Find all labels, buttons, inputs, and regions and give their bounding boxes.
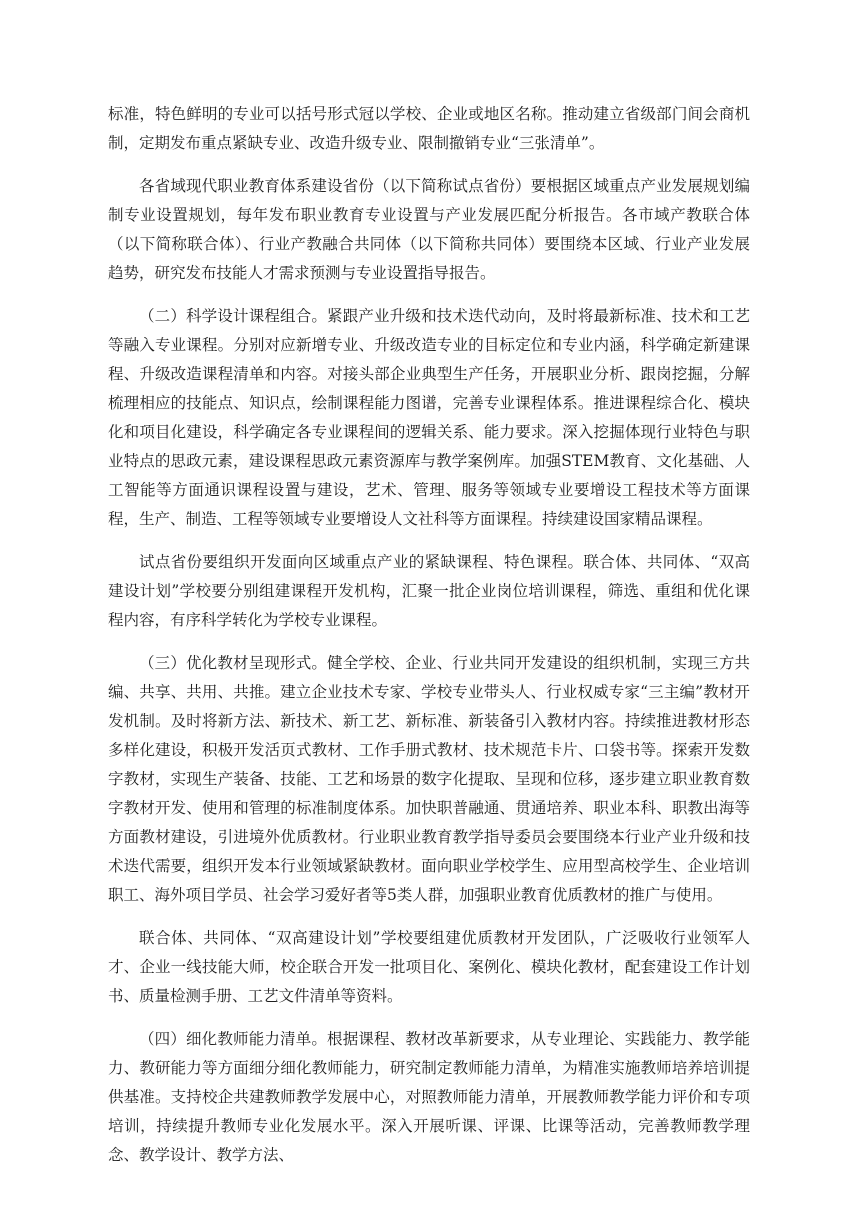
paragraph-textbook-teams: 联合体、共同体、“双高建设计划”学校要组建优质教材开发团队，广泛吸收行业领军人才、企业一线技能大师，校企联合开发一批项目化、案例化、模块化教材，配套建设工作计划书、质量检测手册、工艺文件清单等资料。 [108,929,750,1005]
document-body [108,100,750,1184]
paragraph-pilot-provinces-setup: 各省域现代职业教育体系建设省份（以下简称试点省份）要根据区域重点产业发展规划编制专业设置规划，每年发布职业教育专业设置与产业发展匹配分析报告。各市域产教联合体（以下简称联合体）、行业产教融合共同体（以下简称共同体）要围绕本区域、行业产业发展趋势，研究发布技能人才需求预测与专业设置指导报告。 [108,177,750,282]
paragraph-pilot-provinces-courses: 试点省份要组织开发面向区域重点产业的紧缺课程、特色课程。联合体、共同体、“双高建设计划”学校要分别组建课程开发机构，汇聚一批企业岗位培训课程，筛选、重组和优化课程内容，有序科学转化为学校专业课程。 [108,553,750,629]
paragraph-continued: 标准，特色鲜明的专业可以括号形式冠以学校、企业或地区名称。推动建立省级部门间会商机制，定期发布重点紧缺专业、改造升级专业、限制撤销专业“三张清单”。 [108,105,750,152]
paragraph-curriculum-design: （二）科学设计课程组合。紧跟产业升级和技术迭代动向，及时将最新标准、技术和工艺等融入专业课程。分别对应新增专业、升级改造专业的目标定位和专业内涵，科学确定新建课程、升级改造课程清单和内容。对接头部企业典型生产任务，开展职业分析、跟岗挖掘，分解梳理相应的技能点、知识点，绘制课程能力图谱，完善专业课程体系。推进课程综合化、模块化和项目化建设，科学确定各专业课程间的逻辑关系、能力要求。深入挖掘体现行业特色与职业特点的思政元素，建设课程思政元素资源库与教学案例库。加强STEM教育、文化基础、人工智能等方面通识课程设置与建设，艺术、管理、服务等领域专业要增设工程技术等方面课程，生产、制造、工程等领域专业要增设人文社科等方面课程。持续建设国家精品课程。 [108,307,750,528]
paragraph-teacher-competency: （四）细化教师能力清单。根据课程、教材改革新要求，从专业理论、实践能力、教学能力、教研能力等方面细分细化教师能力，研究制定教师能力清单，为精准实施教师培养培训提供基准。支持校企共建教师教学发展中心，对照教师能力清单，开展教师教学能力评价和专项培训，持续提升教师专业化发展水平。深入开展听课、评课、比课等活动，完善教师教学理念、教学设计、教学方法、 [108,1030,750,1164]
paragraph-textbook-format: （三）优化教材呈现形式。健全学校、企业、行业共同开发建设的组织机制，实现三方共编、共享、共用、共推。建立企业技术专家、学校专业带头人、行业权威专家“三主编”教材开发机制。及时将新方法、新技术、新工艺、新标准、新装备引入教材内容。持续推进教材形态多样化建设，积极开发活页式教材、工作手册式教材、技术规范卡片、口袋书等。探索开发数字教材，实现生产装备、技能、工艺和场景的数字化提取、呈现和位移，逐步建立职业教育数字教材开发、使用和管理的标准制度体系。加快职普融通、贯通培养、职业本科、职教出海等方面教材建设，引进境外优质教材。行业职业教育教学指导委员会要围绕本行业产业升级和技术迭代需要，组织开发本行业领域紧缺教材。面向职业学校学生、应用型高校学生、企业培训职工、海外项目学员、社会学习爱好者等5类人群，加强职业教育优质教材的推广与使用。 [108,654,750,904]
